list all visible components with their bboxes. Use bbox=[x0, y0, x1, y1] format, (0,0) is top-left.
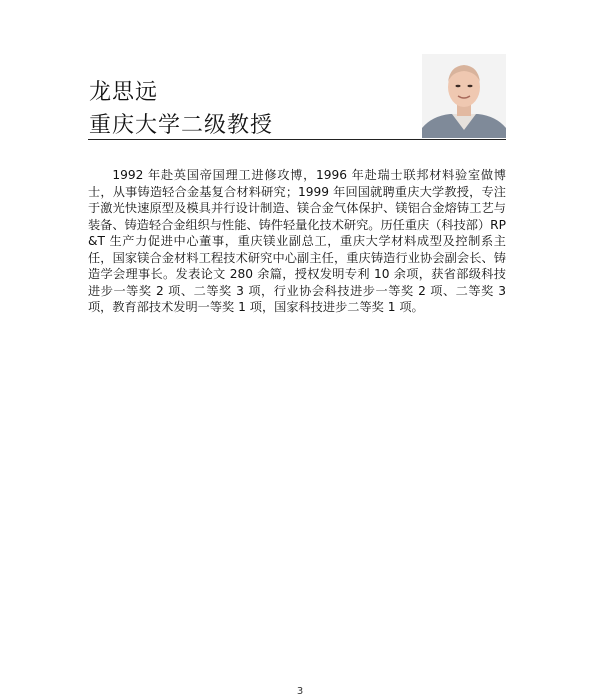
person-name: 龙思远 bbox=[89, 80, 159, 105]
page-number: 3 bbox=[296, 686, 304, 697]
profile-header bbox=[0, 0, 600, 140]
header-divider bbox=[88, 139, 506, 140]
portrait-photo bbox=[422, 54, 506, 138]
person-title: 重庆大学二级教授 bbox=[89, 113, 274, 138]
biography-paragraph: 1992 年赴英国帝国理工进修攻博，1996 年赴瑞士联邦材料验室做博士，从事铸造轻合金基复合材料研究；1999 年回国就聘重庆大学教授，专注于激光快速原型及模具并行设计制造、镁合金气体保护、镁铝合金熔铸工艺与装备、铸造轻合金组织与性能、铸件轻量化技术研究。历任重庆（科技部）RP&T 生产力促进中心董事，重庆镁业副总工，重庆大学材料成型及控制系主任，国家镁合金材料工程技术研究中心副主任，重庆铸造行业协会副会长、铸造学会理事长。发表论文 280 余篇，授权发明专利 10 余项，获省部级科技进步一等奖 2 项、二等奖 3 项，行业协会科技进步一等奖 2 项、二等奖 3 项，教育部技术发明一等奖 1 项，国家科技进步二等奖 1 项。 bbox=[88, 168, 507, 314]
